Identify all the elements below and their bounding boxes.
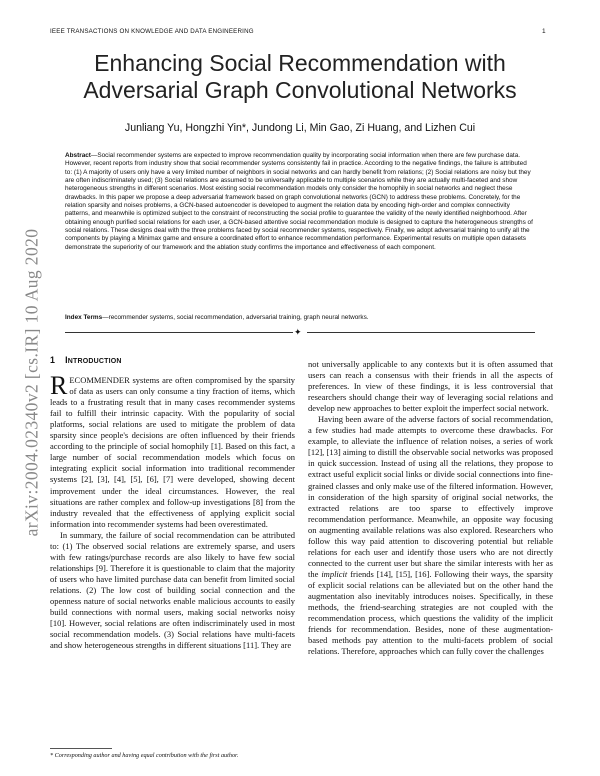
intro-paragraph-1-text: systems are often compromised by the sparsity of data as users can only consume a tiny fraction of items, which leads to a frustrating result that in many cases recommender systems fail to fulfill their intrinsic capacity. With the popularity of social platforms, social relations are used to mitigate the problem of data sparsity since people's decisions are often influenced by their friends according to the principle of social homophily [1]. Based on this fact, a large number of social recommendation models which focus on integrating explicit social information into traditional recommender systems [2], [3], [4], [5], [6], [7] were developed, showing decent improvement under the ideal circumstances. However, the real situations are rather complex and follow-up investigations [8] from the industry revealed that the effectiveness of applying explicit social information into recommender systems had been overestimated.: [50, 375, 295, 529]
right-paragraph-1: not universally applicable to any contexts but it is often assumed that users can reach a consensus with their friends in all the aspects of preferences. In view of these findings, it is less controversial that researchers should change their way of leveraging social relations and develop new approaches to better exploit the imperfect social network.: [308, 359, 553, 414]
section-title-rest: NTRODUCTION: [67, 358, 122, 365]
right-column: [308, 359, 553, 657]
running-header: IEEE TRANSACTIONS ON KNOWLEDGE AND DATA ENGINEERING: [50, 28, 254, 35]
divider-line-right: [307, 332, 535, 333]
right-paragraph-2-part-a: Having been aware of the adverse factors of social recommendation, a few studies had made attempts to overcome these drawbacks. For example, to alleviate the influence of relation noises, a series of work [12], [13] aiming to distill the observable social networks was proposed in quick succession. Instead of using all the relations, they propose to extract useful explicit social links or divide social connections into fine-grained classes and only make use of the filtered information. However, in consideration of the high sparsity of original social networks, the extracted relations are too sparse to effectively improve recommendation performance. Meanwhile, an opposite way focusing on augmenting available relations was also explored. Researchers who follow this way paid attention to discovering potential but reliable relations for each user and identify those users who are not directly connected to the current user but share the similar interests with her as the: [308, 414, 554, 579]
section-divider: [65, 327, 535, 337]
author-list: Junliang Yu, Hongzhi Yin*, Jundong Li, Min Gao, Zi Huang, and Lizhen Cui: [124, 122, 476, 134]
index-terms: [65, 314, 535, 322]
section-title-initial: I: [65, 355, 68, 365]
footnote: * Corresponding author and having equal contribution with the first author.: [50, 752, 239, 759]
abstract: [65, 152, 535, 252]
index-terms-label: Index Terms: [65, 314, 103, 321]
drop-cap: R: [50, 371, 68, 401]
index-terms-text: —recommender systems, social recommendation, adversarial training, graph neural networks.: [102, 314, 369, 321]
right-paragraph-2-part-b: friends [14], [15], [16]. Following their ways, the sparsity of explicit social relations can be alleviated but on the other hand the augmentation also inevitably introduces noises. Specifically, in these methods, the friend-searching strategies are not coupled with the recommendation process, which questions the validity of the implicit friends for recommendation. Besides, none of these augmentation-based methods pay attention to the multi-facets problem of social relations. Therefore, approaches which can fully cover the challenges: [308, 568, 553, 657]
intro-paragraph-1: [50, 371, 295, 530]
footnote-rule: [50, 748, 112, 749]
left-column: [50, 355, 295, 651]
page-number: 1: [542, 28, 546, 35]
abstract-label: Abstract: [65, 152, 91, 159]
divider-diamond-icon: ✦: [294, 327, 302, 337]
intro-paragraph-2: In summary, the failure of social recommendation can be attributed to: (1) The observed social relations are extremely sparse, and users with few ratings/purchase records are also likely to have few social relationships [9]. Therefore it is questionable to claim that the majority of users who have limited purchase data can benefit from limited social relations. (2) The low cost of building social connection and the openness nature of social networks enable malicious accounts to easily build connections with normal users, making social networks noisy [10]. However, social relations are often indiscriminately used in most social recommendation models. (3) Social relations have multi-facets and show heterogeneous strengths in different situations [11]. They are: [50, 529, 295, 651]
paper-title: Enhancing Social Recommendation with Adversarial Graph Convolutional Networks: [83, 50, 517, 103]
first-word-rest: ECOMMENDER: [69, 375, 130, 386]
divider-line-left: [65, 332, 293, 333]
arxiv-identifier-stamp: arXiv:2004.02340v2 [cs.IR] 10 Aug 2020: [21, 228, 42, 537]
right-paragraph-2: [308, 414, 553, 657]
section-number: 1: [50, 355, 56, 365]
abstract-text: —Social recommender systems are expected to improve recommendation quality by incorporating social information when there are few purchase data. However, recent reports from industry show that social recommender systems consistently fail in practice. According to the negative findings, the failure is attributed to: (1) A majority of users only have a very limited number of neighbors in social networks and can hardly benefit from relations; (2) Social relations are noisy but they are often indiscriminately used; (3) Social relations are assumed to be universally applicable to multiple scenarios while they are actually multi-faceted and show heterogeneous strengths in different scenarios. Most existing social recommendation models only consider the homophily in social networks and neglect these drawbacks. In this paper we propose a deep adversarial framework based on graph convolutional networks (GCN) to address these problems. Concretely, for the relation sparsity and noises problems, a GCN-based autoencoder is developed to augment the relation data by encoding high-order and complex connectivity patterns, and meanwhile is optimized subject to the constraint of reconstructing the social profile to guarantee the validity of the newly identified neighborhood. After obtaining enough purified social relations for each user, a GCN-based attentive social recommendation module is designed to capture the heterogeneous strengths of social relations. These designs deal with the three problems faced by social recommender systems, respectively. Finally, we adopt adversarial training to unify all the components by playing a Minimax game and ensure a coordinated effort to enhance recommendation performance. Experimental results on multiple open datasets demonstrate the superiority of our framework and the ablation study confirms the importance and effectiveness of each component.: [65, 152, 533, 251]
implicit-emphasis: implicit: [321, 568, 348, 579]
section-heading: [50, 355, 295, 367]
